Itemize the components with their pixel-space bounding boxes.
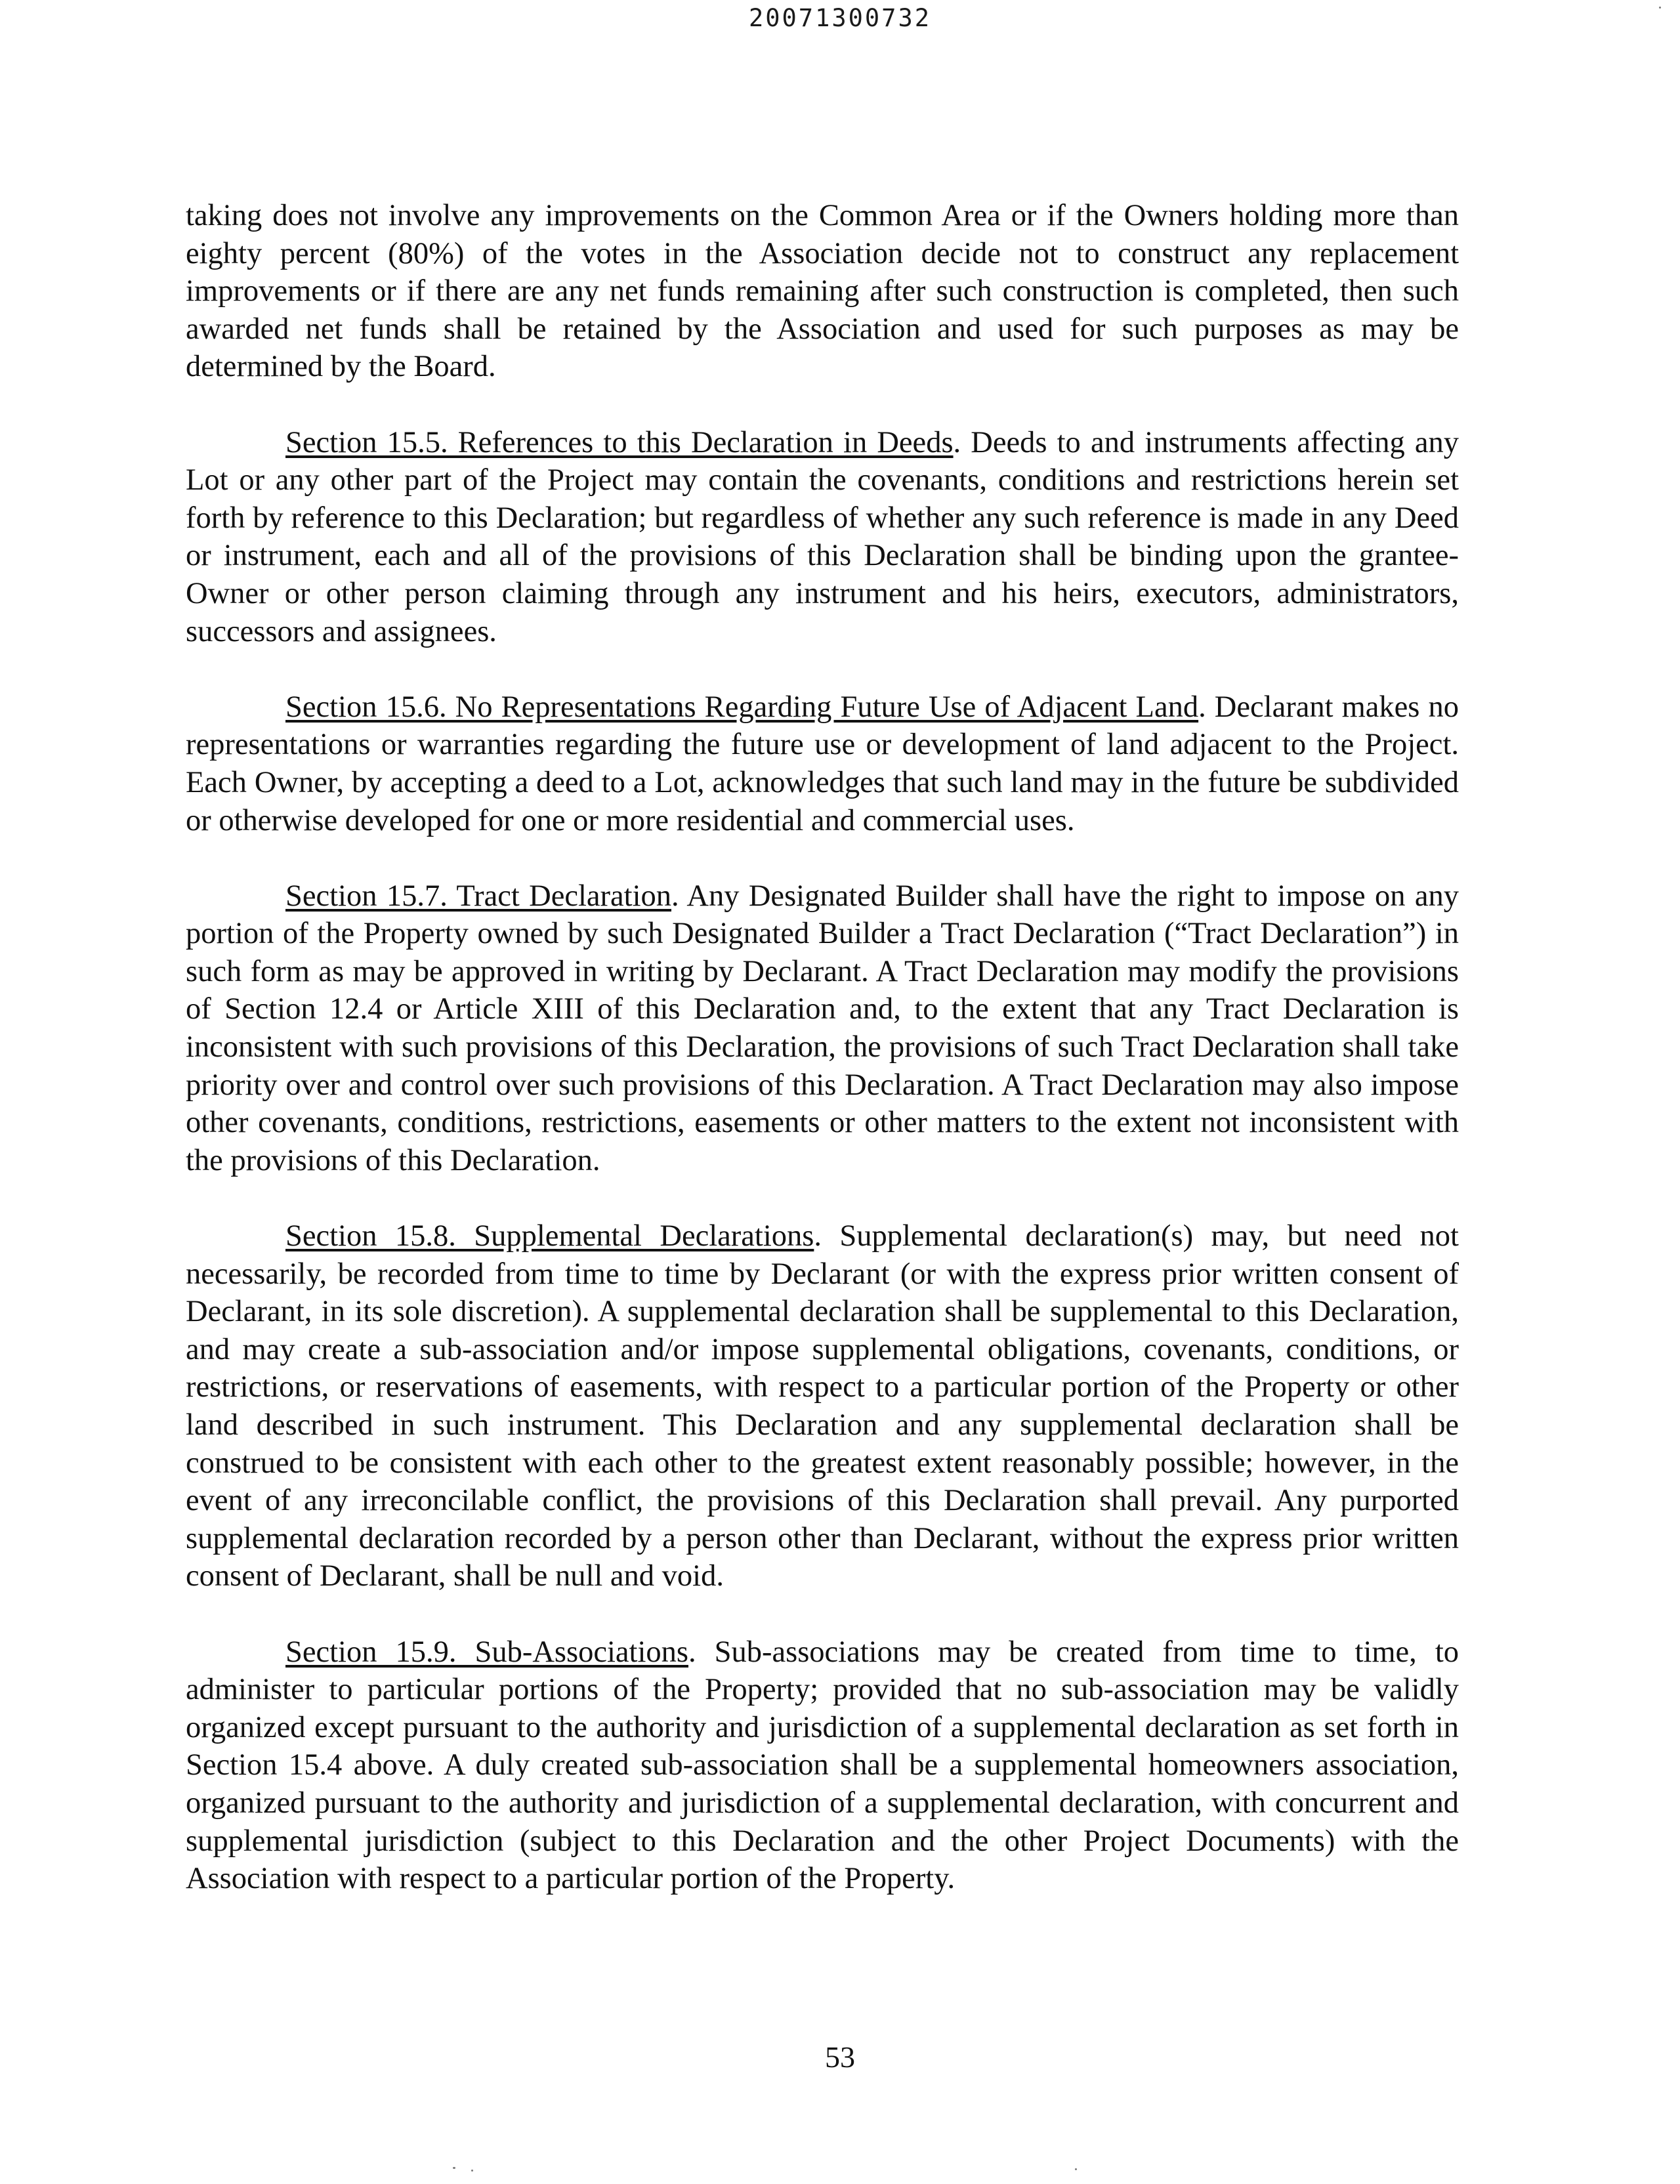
paragraph-text: . Declarant makes no representations or warranties regarding the future use or development of land adjacent to the Project. Each Owner, by accepting a deed to a Lot, acknowledges that such land may in the future be subdivided or otherwise developed for one or more residential and commercial uses. <box>186 690 1459 837</box>
section-15-9 <box>186 1633 1459 1898</box>
section-heading: Section 15.8. Supplemental Declarations <box>285 1219 814 1253</box>
paragraph-text: . Supplemental declaration(s) may, but need not necessarily, be recorded from time to time by Declarant (or with the express prior written consent of Declarant, in its sole discretion). A supplemental declaration shall be supplemental to this Declaration, and may create a sub-association and/or impose supplemental obligations, covenants, conditions, or restrictions, or reservations of easements, with respect to a particular portion of the Property or other land described in such instrument. This Declaration and any supplemental declaration shall be construed to be consistent with each other to the greatest extent reasonably possible; however, in the event of any irreconcilable conflict, the provisions of this Declaration shall prevail. Any purported supplemental declaration recorded by a person other than Declarant, without the express prior written consent of Declarant, shall be null and void. <box>186 1219 1459 1593</box>
paragraph-text: . Any Designated Builder shall have the right to impose on any portion of the Property owned by such Designated Builder a Tract Declaration (“Tract Declaration”) in such form as may be approved in writing by Declarant. A Tract Declaration may modify the provisions of Section 12.4 or Article XIII of this Declaration and, to the extent that any Tract Declaration is inconsistent with such provisions of this Declaration, the provisions of such Tract Declaration shall take priority over and control over such provisions of this Declaration. A Tract Declaration may also impose other covenants, conditions, restrictions, easements or other matters to the extent not inconsistent with the provisions of this Declaration. <box>186 879 1459 1177</box>
paragraph-text: taking does not involve any improvements on the Common Area or if the Owners holding more than eighty percent (80%) of the votes in the Association decide not to construct any replacement improvements or if there are any net funds remaining after such construction is completed, then such awarded net funds shall be retained by the Association and used for such purposes as may be determined by the Board. <box>186 199 1459 384</box>
scan-speck <box>453 2167 455 2169</box>
section-heading: Section 15.6. No Representations Regarding Future Use of Adjacent Land <box>285 690 1199 724</box>
section-heading: Section 15.9. Sub-Associations <box>285 1635 688 1669</box>
paragraph-15-4-continuation <box>186 197 1459 386</box>
scan-speck <box>1075 2168 1077 2170</box>
page-number: 53 <box>825 2040 855 2074</box>
section-heading: Section 15.7. Tract Declaration <box>285 879 672 913</box>
scan-speck <box>1659 7 1661 9</box>
paragraph-text: . Deeds to and instruments affecting any Lot or any other part of the Project may contain the covenants, conditions and restrictions herein set forth by reference to this Declaration; but regardless of whether any such reference is made in any Deed or instrument, each and all of the provisions of this Declaration shall be binding upon the grantee-Owner or other person claiming through any instrument and his heirs, executors, administrators, successors and assignees. <box>186 425 1460 648</box>
section-heading: Section 15.5. References to this Declaration in Deeds <box>285 425 954 459</box>
paragraph-text: . Sub-associations may be created from time to time, to administer to particular portions of the Property; provided that no sub-association may be validly organized except pursuant to the authority and jurisdiction of a supplemental declaration as set forth in Section 15.4 above. A duly created sub-association shall be a supplemental homeowners association, organized pursuant to the authority and jurisdiction of a supplemental declaration, with concurrent and supplemental jurisdiction (subject to this Declaration and the other Project Documents) with the Association with respect to a particular portion of the Property. <box>186 1635 1459 1896</box>
section-15-7 <box>186 877 1459 1180</box>
section-15-6 <box>186 688 1459 839</box>
section-15-5 <box>186 424 1459 651</box>
scan-speck <box>471 2170 473 2172</box>
document-id: 20071300732 <box>748 4 932 32</box>
section-15-8 <box>186 1217 1459 1595</box>
document-body <box>186 197 1459 1935</box>
